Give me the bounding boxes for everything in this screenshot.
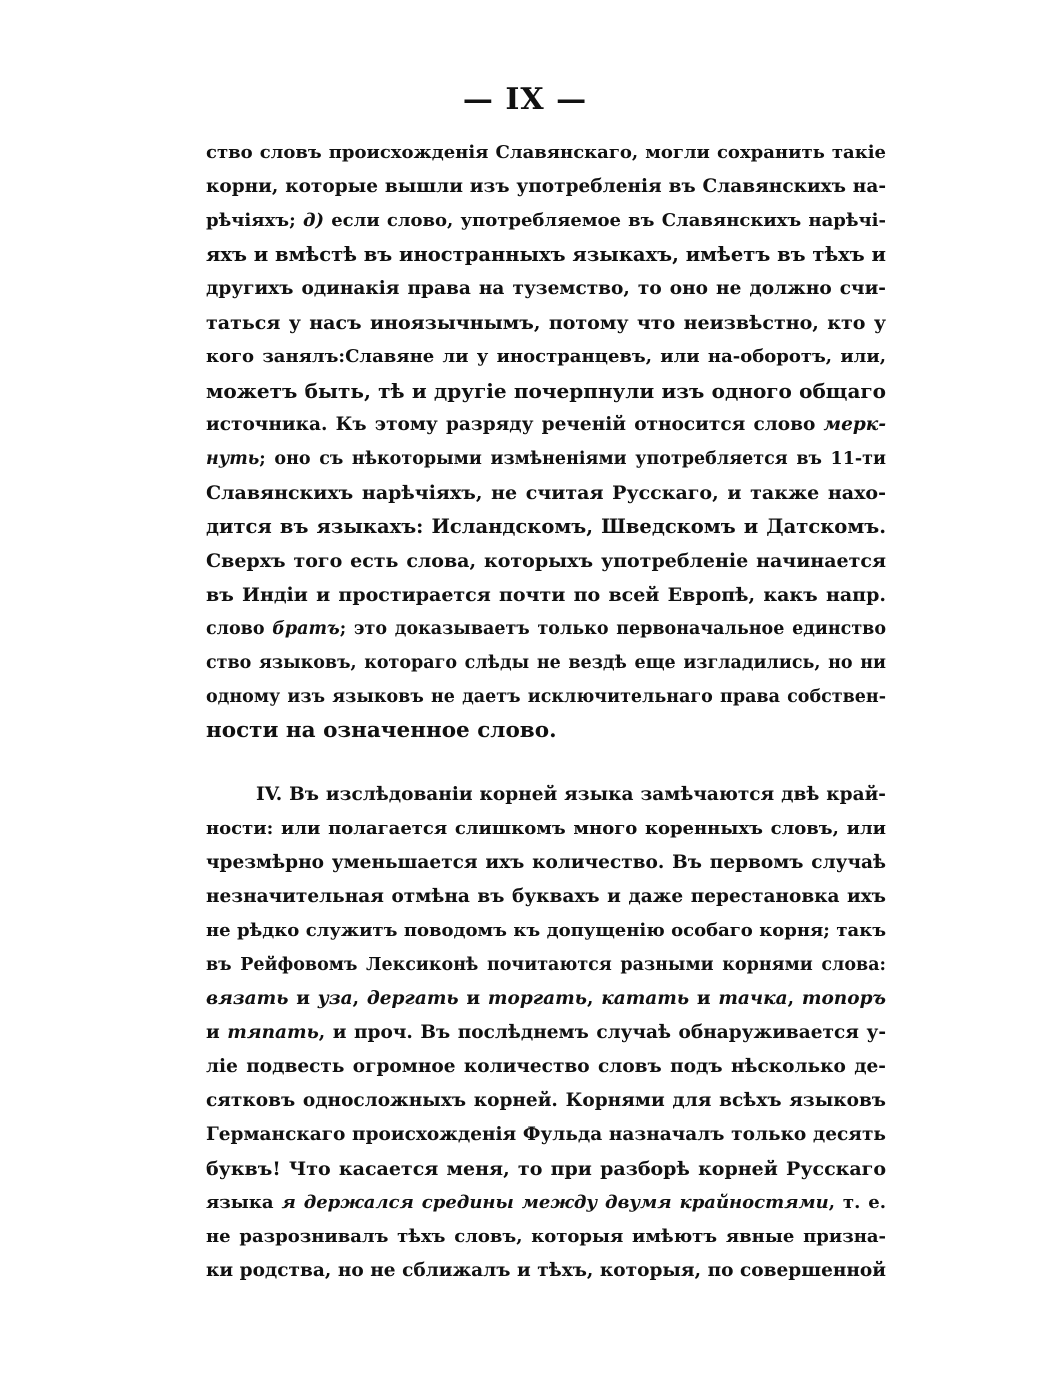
text-line: чрезмѣрно уменьшается ихъ количество. Въ первомъ случаѣ — [206, 852, 886, 873]
text-line: ки родства, но не сближалъ и тѣхъ, которыя, по совершенной — [206, 1260, 886, 1281]
text-line: ліе подвесть огромное количество словъ подъ нѣсколько де- — [206, 1056, 886, 1077]
text-line: языка я держался средины между двумя крайностями, т. е. — [206, 1192, 886, 1213]
text-line: не разрознивалъ тѣхъ словъ, которыя имѣютъ явные призна- — [206, 1226, 886, 1247]
text-line: сятковъ односложныхъ корней. Корнями для всѣхъ языковъ — [206, 1090, 886, 1111]
text-line: ности на означенное слово. — [206, 718, 557, 743]
text-line: яхъ и вмѣстѣ въ иностранныхъ языкахъ, имѣетъ въ тѣхъ и — [206, 243, 886, 266]
text-line: можетъ быть, тѣ и другіе почерпнули изъ одного общаго — [206, 379, 886, 403]
page-number: — IX — — [462, 82, 588, 117]
text-line: Германскаго происхожденія Фульда назначалъ только десять — [206, 1124, 886, 1145]
text-line: корни, которые вышли изъ употребленія въ Славянскихъ на- — [206, 176, 886, 197]
text-line: Славянскихъ нарѣчіяхъ, не считая Русскаго, и также нахо- — [206, 482, 886, 504]
text-line: вязать и уза, дергать и торгать, катать и тачка, топоръ — [206, 988, 886, 1009]
text-line: одному изъ языковъ не даетъ исключительнаго права собствен- — [206, 687, 886, 707]
text-line: кого занялъ:Славяне ли у иностранцевъ, или на-оборотъ, или, — [206, 346, 886, 367]
text-line: въ Индіи и простирается почти по всей Европѣ, какъ напр. — [206, 584, 886, 606]
text-line: ство языковъ, котораго слѣды не вездѣ еще изгладились, но ни — [206, 653, 886, 673]
text-line: ности: или полагается слишкомъ много коренныхъ словъ, или — [206, 818, 886, 839]
text-line: нуть; оно съ нѣкоторыми измѣненіями употребляется въ 11-ти — [206, 449, 886, 469]
text-line: другихъ одинакія права на туземство, то оно не должно счи- — [206, 278, 886, 299]
text-line: Сверхъ того есть слова, которыхъ употребленіе начинается — [206, 550, 886, 572]
text-line: буквъ! Что касается меня, то при разборѣ корней Русскаго — [206, 1158, 886, 1180]
text-line: и тяпать, и проч. Въ послѣднемъ случаѣ обнаруживается у- — [206, 1022, 886, 1043]
text-line: въ Рейфовомъ Лексиконѣ почитаются разными корнями слова: — [206, 955, 886, 975]
text-line: ство словъ происхожденія Славянскаго, могли сохранить такіе — [206, 142, 886, 163]
text-line: IV. Въ изслѣдованіи корней языка замѣчаются двѣ край- — [256, 784, 886, 805]
text-line: таться у насъ иноязычнымъ, потому что неизвѣстно, кто у — [206, 312, 886, 334]
text-line: дится въ языкахъ: Исландскомъ, Шведскомъ и Датскомъ. — [206, 515, 886, 538]
text-line: рѣчіяхъ; д) если слово, употребляемое въ Славянскихъ нарѣчі- — [206, 210, 886, 231]
text-line: источника. Къ этому разряду реченій относится слово мерк- — [206, 414, 886, 435]
text-line: не рѣдко служитъ поводомъ къ допущенію особаго корня; такъ — [206, 920, 886, 941]
text-line: слово братъ; это доказываетъ только первоначальное единство — [206, 619, 886, 639]
text-line: незначительная отмѣна въ буквахъ и даже перестановка ихъ — [206, 886, 886, 907]
